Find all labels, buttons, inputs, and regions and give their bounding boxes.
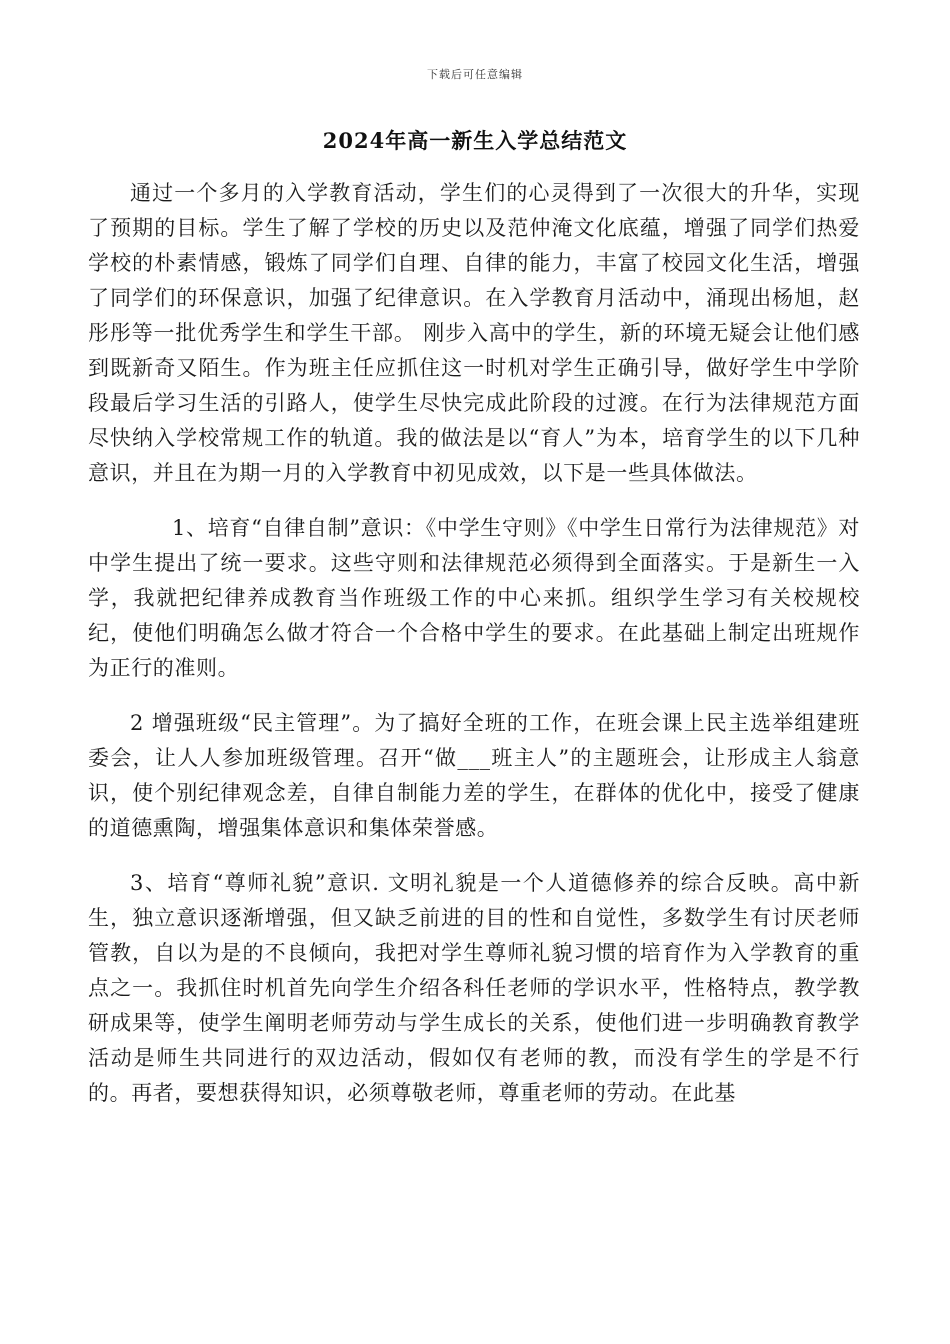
paragraph-self-discipline: 1、培育“自律自制”意识：《中学生守则》《中学生日常行为法律规范》对中学生提出了统一要求。这些守则和法律规范必须得到全面落实。于是新生一入学，我就把纪律养成教育当作班级工作的中心来抓。组织学生学习有关校规校纪，使他们明确怎么做才符合一个合格中学生的要求。在此基础上制定出班规作为正行的准则。	[88, 516, 860, 680]
paragraph-respect-teachers: 3、培育“尊师礼貌”意识. 文明礼貌是一个人道德修养的综合反映。高中新生，独立意识逐渐增强，但又缺乏前进的目的性和自觉性，多数学生有讨厌老师管教，自以为是的不良倾向，我把对学生尊师礼貌习惯的培育作为入学教育的重点之一。我抓住时机首先向学生介绍各科任老师的学识水平，性格特点，教学教研成果等，使学生阐明老师劳动与学生成长的关系，使他们进一步明确教育教学活动是师生共同进行的双边活动，假如仅有老师的教，而没有学生的学是不行的。再者，要想获得知识，必须尊敬老师，尊重老师的劳动。在此基	[88, 871, 860, 1105]
paragraph-democratic-management: 2 增强班级“民主管理”。为了搞好全班的工作，在班会课上民主选举组建班委会，让人人参加班级管理。召开“做___班主人”的主题班会，让形成主人翁意识，使个别纪律观念差，自律自制能力差的学生，在群体的优化中，接受了健康的道德熏陶，增强集体意识和集体荣誉感。	[88, 711, 860, 840]
document-body	[88, 176, 860, 1111]
document-title: 2024年高一新生入学总结范文	[322, 128, 628, 153]
paragraph-intro: 通过一个多月的入学教育活动，学生们的心灵得到了一次很大的升华，实现了预期的目标。学生了解了学校的历史以及范仲淹文化底蕴，增强了同学们热爱学校的朴素情感，锻炼了同学们自理、自律的能力，丰富了校园文化生活，增强了同学们的环保意识，加强了纪律意识。在入学教育月活动中，涌现出杨旭，赵彤彤等一批优秀学生和学生干部。 刚步入高中的学生，新的环境无疑会让他们感到既新奇又陌生。作为班主任应抓住这一时机对学生正确引导，做好学生中学阶段最后学习生活的引路人，使学生尽快完成此阶段的过渡。在行为法律规范方面尽快纳入学校常规工作的轨道。我的做法是以“育人”为本，培育学生的以下几种意识，并且在为期一月的入学教育中初见成效，以下是一些具体做法。	[88, 181, 860, 485]
header-note: 下载后可任意编辑	[427, 68, 523, 81]
